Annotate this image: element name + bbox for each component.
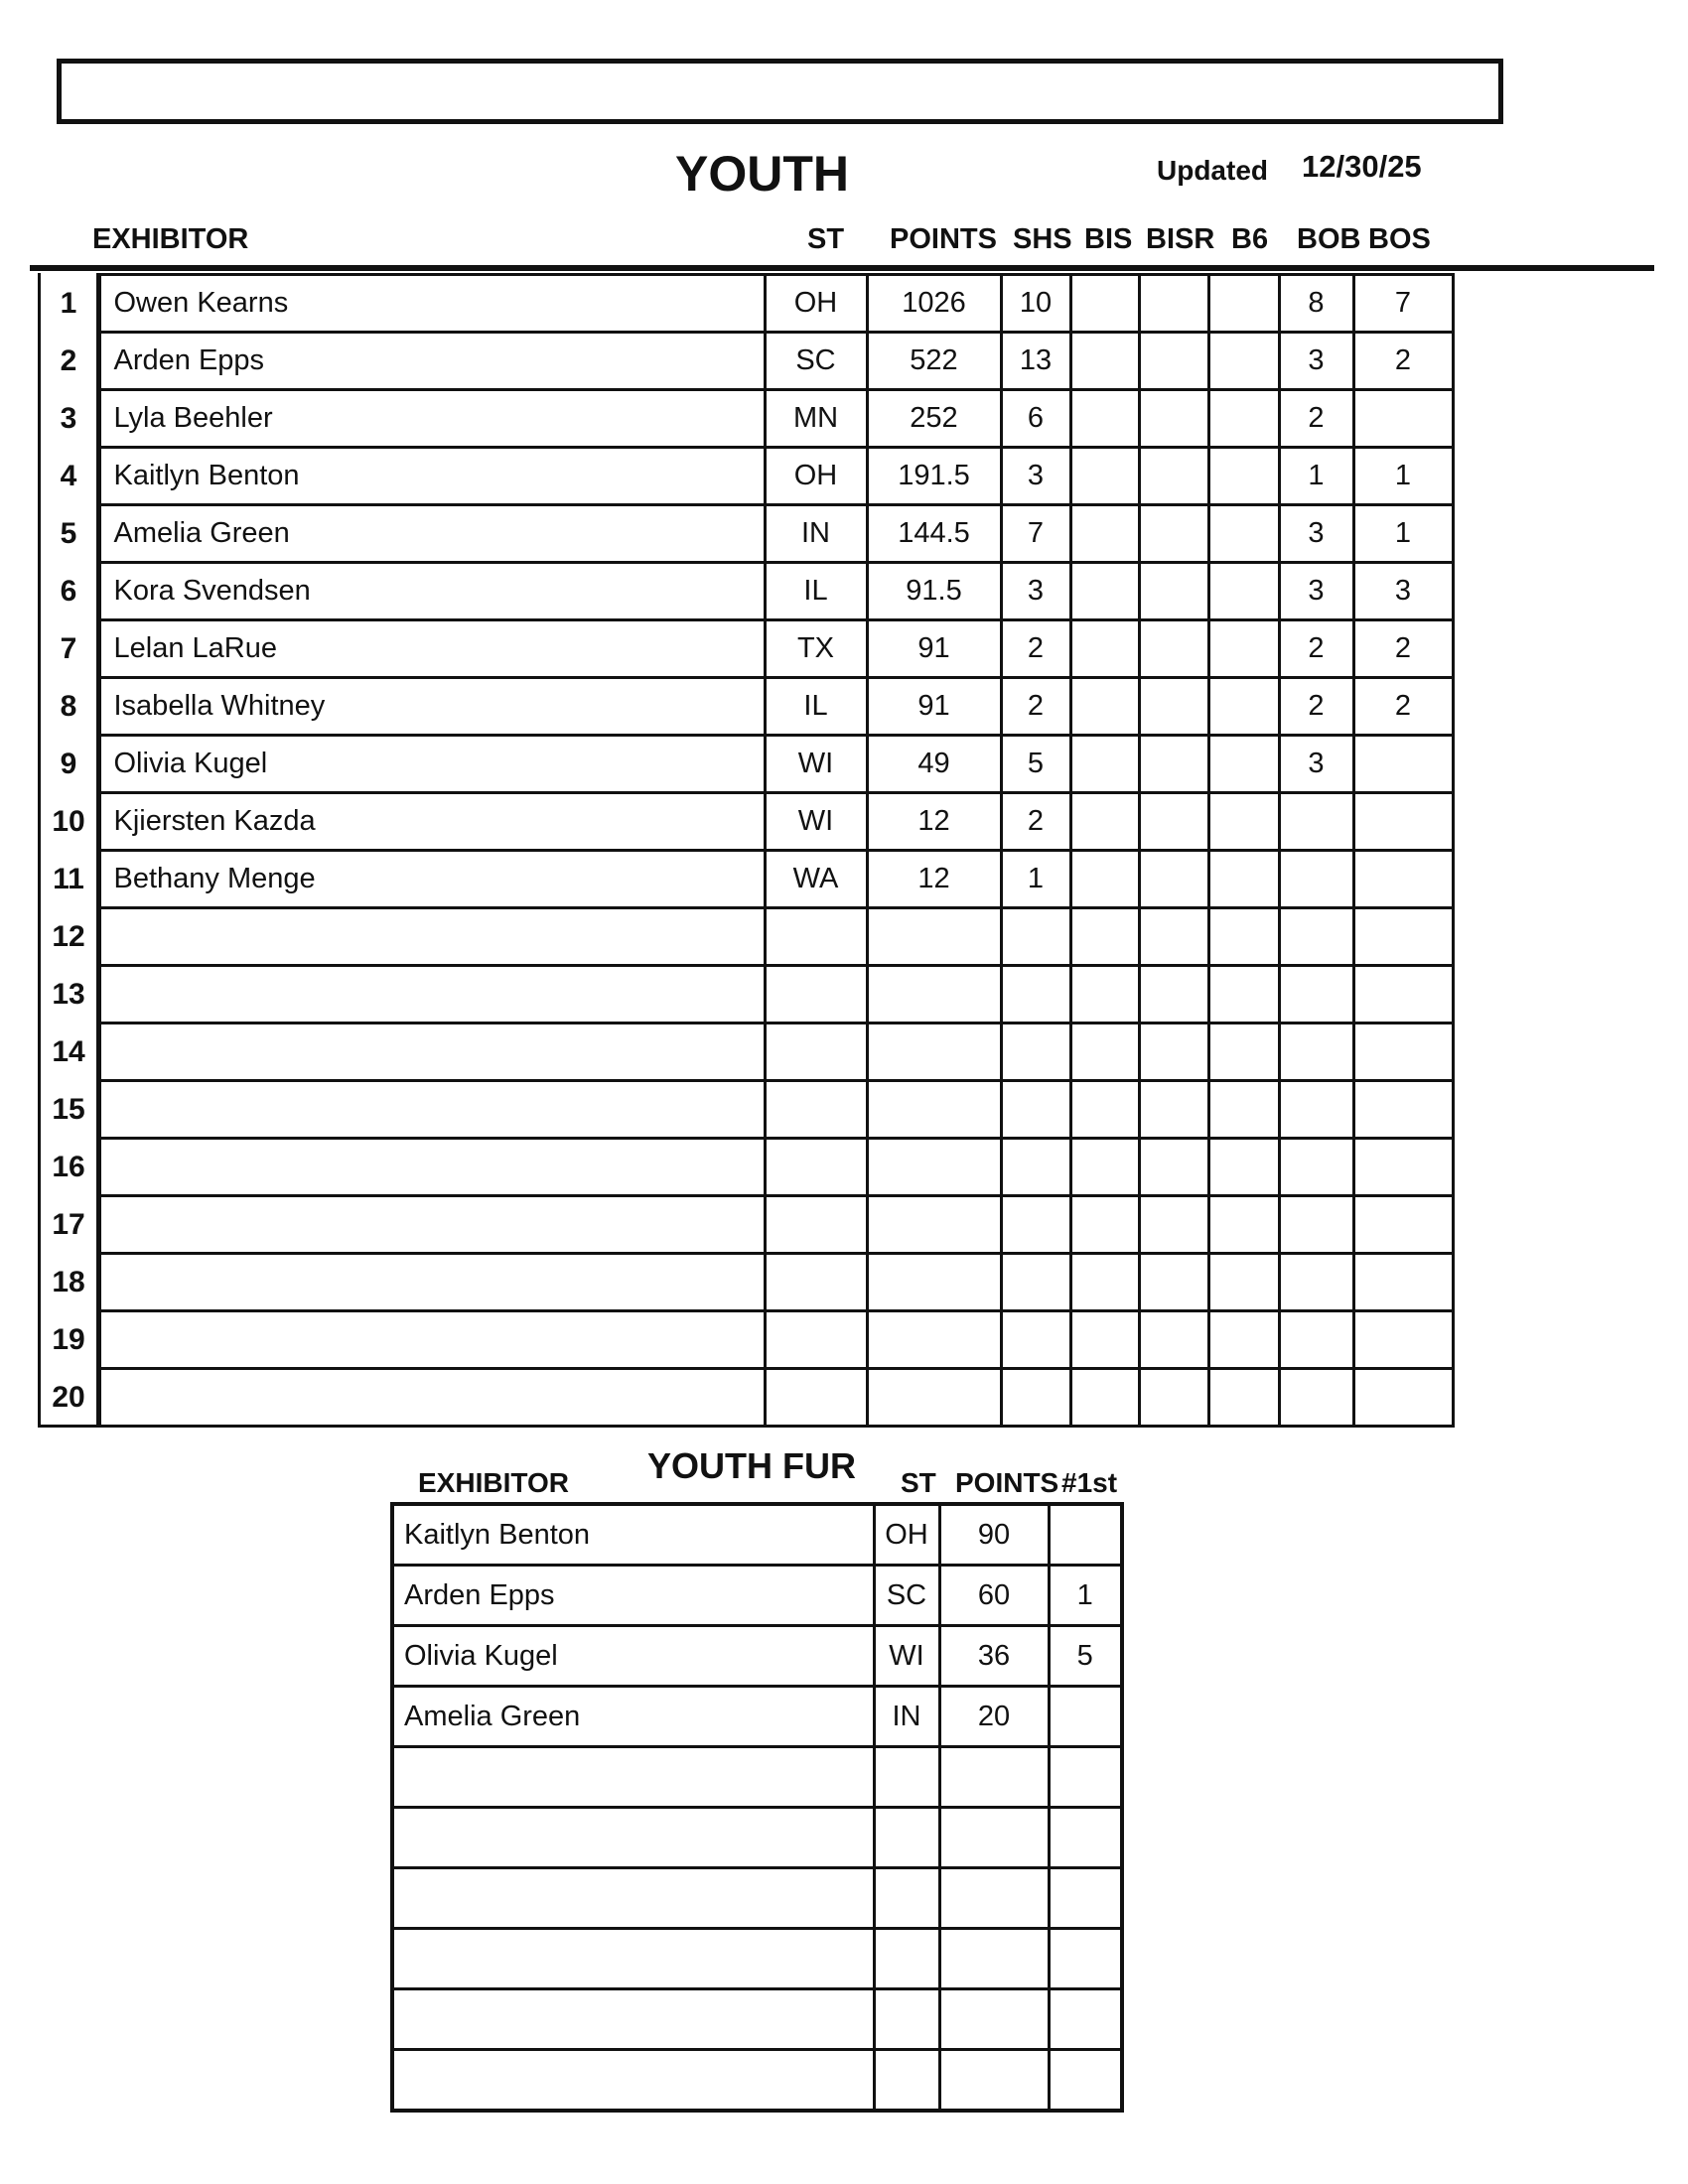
cell-exhibitor: Kaitlyn Benton [99, 448, 765, 505]
cell-bisr [1139, 793, 1208, 851]
table-row [99, 1024, 1453, 1081]
cell-b6 [1208, 333, 1279, 390]
header-rule [30, 265, 1654, 271]
cell-shs: 6 [1001, 390, 1070, 448]
table-row [99, 505, 1453, 563]
cell-exhibitor [99, 1196, 765, 1254]
fur-cell-first [1049, 1687, 1122, 1747]
col-header-b6: B6 [1231, 223, 1269, 255]
fur-cell-first: 1 [1049, 1566, 1122, 1626]
updated-label: Updated [1157, 155, 1268, 186]
fur-cell-points: 90 [939, 1504, 1049, 1566]
cell-bis [1070, 1254, 1139, 1311]
fur-cell-st: OH [874, 1504, 939, 1566]
rank-column-frame [38, 273, 99, 1428]
table-row [99, 563, 1453, 620]
cell-st [765, 1081, 867, 1139]
fur-cell-points [939, 1747, 1049, 1808]
cell-st: TX [765, 620, 867, 678]
standings-table [52, 273, 1455, 1428]
cell-bisr [1139, 390, 1208, 448]
col-header-bos: BOS [1368, 223, 1431, 255]
cell-bis [1070, 908, 1139, 966]
rank-number: 12 [52, 919, 85, 953]
table-row [99, 620, 1453, 678]
cell-points [867, 1024, 1001, 1081]
cell-bos: 1 [1353, 448, 1453, 505]
cell-exhibitor: Lyla Beehler [99, 390, 765, 448]
table-row [99, 1254, 1453, 1311]
fur-table-row [392, 1929, 1122, 1989]
cell-shs: 10 [1001, 275, 1070, 333]
cell-exhibitor [99, 1024, 765, 1081]
cell-points [867, 1369, 1001, 1427]
col-header-bis: BIS [1084, 223, 1133, 255]
fur-cell-exhibitor: Amelia Green [392, 1687, 874, 1747]
cell-bos [1353, 1196, 1453, 1254]
cell-bisr [1139, 966, 1208, 1024]
table-row [99, 966, 1453, 1024]
cell-bob: 2 [1279, 390, 1353, 448]
cell-bis [1070, 1024, 1139, 1081]
cell-bis [1070, 505, 1139, 563]
cell-points [867, 908, 1001, 966]
cell-b6 [1208, 678, 1279, 736]
table-row [99, 390, 1453, 448]
cell-st [765, 1196, 867, 1254]
cell-exhibitor: Lelan LaRue [99, 620, 765, 678]
cell-st: IL [765, 563, 867, 620]
cell-exhibitor: Olivia Kugel [99, 736, 765, 793]
rank-number: 3 [60, 401, 77, 435]
fur-cell-first [1049, 1868, 1122, 1929]
cell-exhibitor: Bethany Menge [99, 851, 765, 908]
fur-cell-points: 36 [939, 1626, 1049, 1687]
cell-bis [1070, 966, 1139, 1024]
col-header-points: POINTS [890, 223, 997, 255]
cell-bos [1353, 908, 1453, 966]
cell-b6 [1208, 505, 1279, 563]
table-row [99, 1139, 1453, 1196]
cell-b6 [1208, 448, 1279, 505]
fur-cell-first [1049, 2050, 1122, 2112]
fur-cell-exhibitor [392, 2050, 874, 2112]
cell-points: 12 [867, 793, 1001, 851]
title-box [57, 59, 1503, 124]
cell-b6 [1208, 1369, 1279, 1427]
fur-cell-points: 20 [939, 1687, 1049, 1747]
cell-b6 [1208, 1311, 1279, 1369]
fur-cell-st [874, 1929, 939, 1989]
cell-bos [1353, 851, 1453, 908]
cell-exhibitor [99, 1311, 765, 1369]
cell-bisr [1139, 1369, 1208, 1427]
fur-cell-exhibitor: Arden Epps [392, 1566, 874, 1626]
cell-bos [1353, 966, 1453, 1024]
cell-bis [1070, 448, 1139, 505]
table-row [99, 275, 1453, 333]
cell-bob [1279, 1081, 1353, 1139]
fur-table-row [392, 1747, 1122, 1808]
cell-bis [1070, 678, 1139, 736]
fur-col-header-first: #1st [1061, 1467, 1118, 1498]
cell-bisr [1139, 1024, 1208, 1081]
table-row [99, 736, 1453, 793]
cell-bos [1353, 793, 1453, 851]
cell-bisr [1139, 505, 1208, 563]
cell-exhibitor [99, 1369, 765, 1427]
cell-bisr [1139, 1311, 1208, 1369]
rank-number: 13 [52, 977, 85, 1011]
cell-bisr [1139, 275, 1208, 333]
cell-bos: 2 [1353, 620, 1453, 678]
cell-exhibitor [99, 1139, 765, 1196]
cell-bisr [1139, 563, 1208, 620]
cell-st [765, 1311, 867, 1369]
cell-points [867, 1254, 1001, 1311]
table-row [99, 851, 1453, 908]
cell-points: 91 [867, 678, 1001, 736]
cell-shs [1001, 1024, 1070, 1081]
cell-bisr [1139, 333, 1208, 390]
cell-bis [1070, 390, 1139, 448]
fur-cell-first: 5 [1049, 1626, 1122, 1687]
rank-number: 15 [52, 1092, 85, 1126]
cell-st: MN [765, 390, 867, 448]
fur-table-row [392, 1808, 1122, 1868]
table-row [99, 678, 1453, 736]
cell-bos [1353, 1254, 1453, 1311]
cell-shs [1001, 1311, 1070, 1369]
cell-st: OH [765, 275, 867, 333]
cell-bis [1070, 333, 1139, 390]
fur-cell-st [874, 1989, 939, 2050]
fur-col-header-exhibitor: EXHIBITOR [418, 1467, 569, 1498]
fur-cell-exhibitor [392, 1868, 874, 1929]
col-header-shs: SHS [1013, 223, 1072, 255]
cell-points: 191.5 [867, 448, 1001, 505]
cell-shs [1001, 1254, 1070, 1311]
cell-exhibitor: Isabella Whitney [99, 678, 765, 736]
cell-bos: 2 [1353, 333, 1453, 390]
cell-bob [1279, 1196, 1353, 1254]
fur-cell-st: IN [874, 1687, 939, 1747]
table-row [99, 908, 1453, 966]
cell-bisr [1139, 678, 1208, 736]
cell-bos [1353, 1311, 1453, 1369]
fur-cell-st [874, 2050, 939, 2112]
cell-b6 [1208, 1139, 1279, 1196]
cell-bos [1353, 1081, 1453, 1139]
cell-b6 [1208, 1196, 1279, 1254]
fur-cell-exhibitor: Olivia Kugel [392, 1626, 874, 1687]
cell-points [867, 1196, 1001, 1254]
cell-bisr [1139, 736, 1208, 793]
cell-b6 [1208, 390, 1279, 448]
cell-bisr [1139, 1254, 1208, 1311]
rank-number: 19 [52, 1322, 85, 1356]
cell-shs: 1 [1001, 851, 1070, 908]
cell-st: WI [765, 793, 867, 851]
rank-number: 2 [60, 343, 77, 377]
rank-number: 18 [52, 1265, 85, 1298]
cell-points [867, 966, 1001, 1024]
fur-standings-table [390, 1502, 1124, 2113]
cell-bos [1353, 1369, 1453, 1427]
cell-bos: 2 [1353, 678, 1453, 736]
fur-cell-first [1049, 1929, 1122, 1989]
cell-st [765, 908, 867, 966]
cell-bis [1070, 736, 1139, 793]
cell-bisr [1139, 1196, 1208, 1254]
cell-bis [1070, 1196, 1139, 1254]
cell-exhibitor: Amelia Green [99, 505, 765, 563]
cell-shs [1001, 966, 1070, 1024]
cell-bis [1070, 1081, 1139, 1139]
cell-exhibitor [99, 1254, 765, 1311]
cell-bos: 7 [1353, 275, 1453, 333]
table-row [99, 793, 1453, 851]
cell-b6 [1208, 1024, 1279, 1081]
cell-bob [1279, 966, 1353, 1024]
cell-bisr [1139, 620, 1208, 678]
cell-bos: 1 [1353, 505, 1453, 563]
rank-number: 20 [52, 1380, 85, 1414]
fur-cell-st [874, 1868, 939, 1929]
rank-number: 7 [60, 631, 77, 665]
cell-bis [1070, 620, 1139, 678]
cell-b6 [1208, 793, 1279, 851]
cell-b6 [1208, 1254, 1279, 1311]
cell-b6 [1208, 563, 1279, 620]
cell-exhibitor: Arden Epps [99, 333, 765, 390]
fur-cell-points [939, 1989, 1049, 2050]
rank-number: 14 [52, 1034, 85, 1068]
cell-points: 12 [867, 851, 1001, 908]
col-header-bob: BOB [1297, 223, 1361, 255]
cell-bob: 3 [1279, 563, 1353, 620]
cell-bis [1070, 1311, 1139, 1369]
fur-cell-points [939, 1808, 1049, 1868]
table-row [99, 1196, 1453, 1254]
fur-table-row [392, 1504, 1122, 1566]
rank-number: 16 [52, 1150, 85, 1183]
cell-bos: 3 [1353, 563, 1453, 620]
fur-table-row [392, 1626, 1122, 1687]
table-row [99, 1311, 1453, 1369]
fur-table-row [392, 1566, 1122, 1626]
cell-shs: 3 [1001, 563, 1070, 620]
rank-number: 6 [60, 574, 77, 608]
fur-cell-st: WI [874, 1626, 939, 1687]
cell-st [765, 1024, 867, 1081]
rank-number: 5 [60, 516, 77, 550]
cell-bob [1279, 851, 1353, 908]
fur-table-row [392, 2050, 1122, 2112]
cell-exhibitor [99, 966, 765, 1024]
cell-points: 252 [867, 390, 1001, 448]
cell-points: 91 [867, 620, 1001, 678]
cell-shs: 3 [1001, 448, 1070, 505]
cell-shs: 2 [1001, 620, 1070, 678]
cell-b6 [1208, 908, 1279, 966]
cell-bis [1070, 793, 1139, 851]
cell-b6 [1208, 966, 1279, 1024]
fur-cell-points: 60 [939, 1566, 1049, 1626]
cell-bos [1353, 1139, 1453, 1196]
fur-table-row [392, 1989, 1122, 2050]
cell-shs [1001, 908, 1070, 966]
cell-shs [1001, 1081, 1070, 1139]
cell-st [765, 1139, 867, 1196]
cell-shs: 7 [1001, 505, 1070, 563]
cell-bob: 2 [1279, 620, 1353, 678]
cell-bob [1279, 1024, 1353, 1081]
fur-cell-exhibitor [392, 1808, 874, 1868]
cell-bob: 1 [1279, 448, 1353, 505]
cell-points [867, 1311, 1001, 1369]
cell-points: 49 [867, 736, 1001, 793]
col-header-st: ST [807, 223, 845, 255]
cell-bob [1279, 908, 1353, 966]
rank-number: 4 [60, 459, 77, 492]
cell-points [867, 1139, 1001, 1196]
cell-bob [1279, 1139, 1353, 1196]
fur-table-row [392, 1868, 1122, 1929]
cell-st [765, 966, 867, 1024]
cell-exhibitor [99, 908, 765, 966]
table-row [99, 448, 1453, 505]
cell-st: WI [765, 736, 867, 793]
fur-cell-first [1049, 1808, 1122, 1868]
cell-exhibitor: Kora Svendsen [99, 563, 765, 620]
cell-shs: 2 [1001, 793, 1070, 851]
rank-number: 9 [60, 747, 77, 780]
cell-shs [1001, 1139, 1070, 1196]
cell-points [867, 1081, 1001, 1139]
cell-bis [1070, 275, 1139, 333]
cell-shs [1001, 1369, 1070, 1427]
rank-number: 8 [60, 689, 77, 723]
cell-points: 91.5 [867, 563, 1001, 620]
cell-st [765, 1369, 867, 1427]
cell-st: IN [765, 505, 867, 563]
cell-shs: 13 [1001, 333, 1070, 390]
fur-cell-points [939, 1929, 1049, 1989]
cell-bisr [1139, 908, 1208, 966]
fur-cell-points [939, 2050, 1049, 2112]
fur-col-header-st: ST [901, 1467, 936, 1498]
cell-bis [1070, 1369, 1139, 1427]
cell-bob [1279, 1311, 1353, 1369]
cell-exhibitor: Owen Kearns [99, 275, 765, 333]
cell-points: 1026 [867, 275, 1001, 333]
fur-col-header-points: POINTS [955, 1467, 1059, 1498]
rank-number: 17 [52, 1207, 85, 1241]
rank-number: 10 [52, 804, 85, 838]
cell-bis [1070, 563, 1139, 620]
cell-shs: 2 [1001, 678, 1070, 736]
cell-b6 [1208, 275, 1279, 333]
fur-cell-first [1049, 1747, 1122, 1808]
cell-shs [1001, 1196, 1070, 1254]
cell-bisr [1139, 448, 1208, 505]
rank-number: 1 [60, 286, 77, 320]
table-row [99, 1369, 1453, 1427]
cell-exhibitor: Kjiersten Kazda [99, 793, 765, 851]
cell-bob [1279, 1369, 1353, 1427]
cell-bos [1353, 1024, 1453, 1081]
fur-cell-exhibitor [392, 1747, 874, 1808]
fur-cell-exhibitor [392, 1929, 874, 1989]
cell-b6 [1208, 1081, 1279, 1139]
cell-b6 [1208, 736, 1279, 793]
fur-table-row [392, 1687, 1122, 1747]
fur-cell-first [1049, 1504, 1122, 1566]
table-row [99, 1081, 1453, 1139]
cell-bos [1353, 390, 1453, 448]
cell-st: WA [765, 851, 867, 908]
fur-cell-exhibitor [392, 1989, 874, 2050]
cell-shs: 5 [1001, 736, 1070, 793]
cell-bisr [1139, 1081, 1208, 1139]
cell-b6 [1208, 851, 1279, 908]
cell-st [765, 1254, 867, 1311]
cell-exhibitor [99, 1081, 765, 1139]
cell-bob: 3 [1279, 333, 1353, 390]
col-header-exhibitor: EXHIBITOR [92, 223, 249, 255]
cell-bob: 3 [1279, 505, 1353, 563]
cell-bisr [1139, 851, 1208, 908]
cell-b6 [1208, 620, 1279, 678]
cell-points: 144.5 [867, 505, 1001, 563]
page-title: YOUTH [675, 146, 849, 202]
cell-st: IL [765, 678, 867, 736]
cell-points: 522 [867, 333, 1001, 390]
cell-bisr [1139, 1139, 1208, 1196]
rank-number: 11 [53, 862, 84, 895]
cell-bos [1353, 736, 1453, 793]
fur-cell-st [874, 1808, 939, 1868]
fur-cell-exhibitor: Kaitlyn Benton [392, 1504, 874, 1566]
cell-bob: 2 [1279, 678, 1353, 736]
fur-cell-st [874, 1747, 939, 1808]
cell-bob: 8 [1279, 275, 1353, 333]
table-row [99, 333, 1453, 390]
updated-date: 12/30/25 [1302, 149, 1422, 184]
cell-bob [1279, 793, 1353, 851]
cell-bob: 3 [1279, 736, 1353, 793]
fur-cell-st: SC [874, 1566, 939, 1626]
cell-st: OH [765, 448, 867, 505]
cell-bis [1070, 1139, 1139, 1196]
fur-section-title: YOUTH FUR [647, 1445, 856, 1486]
col-header-bisr: BISR [1146, 223, 1215, 255]
cell-st: SC [765, 333, 867, 390]
cell-bob [1279, 1254, 1353, 1311]
fur-cell-first [1049, 1989, 1122, 2050]
fur-cell-points [939, 1868, 1049, 1929]
cell-bis [1070, 851, 1139, 908]
